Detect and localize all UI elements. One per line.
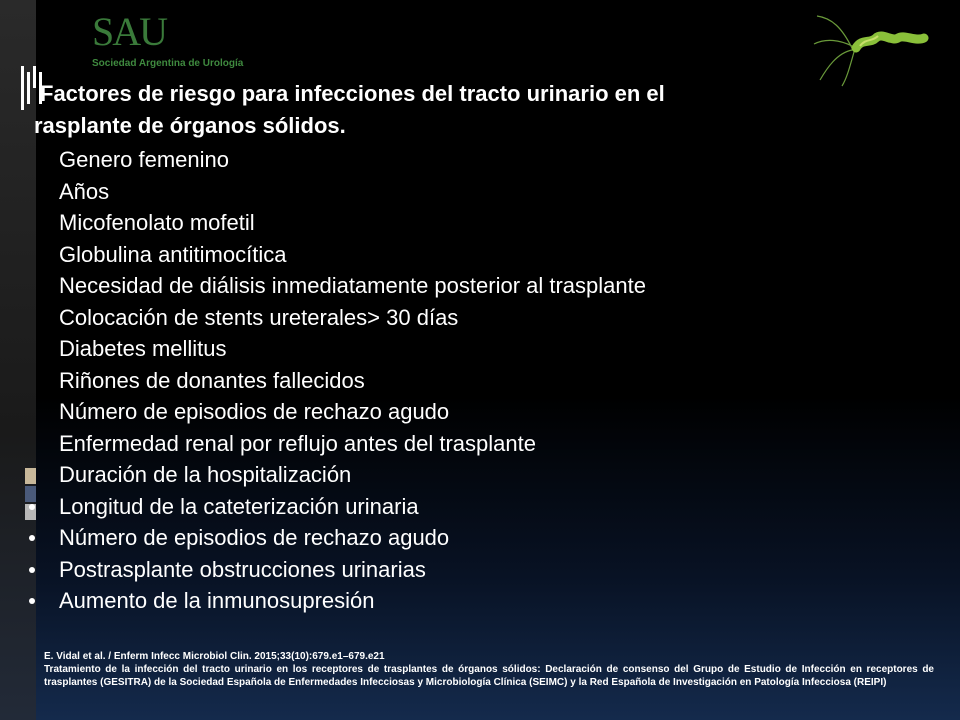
title-line-1: Factores de riesgo para infecciones del tracto urinario en el: [40, 81, 665, 106]
risk-factor-label: Años: [59, 178, 110, 204]
risk-factor-item: [24, 270, 924, 302]
bullet-icon: [29, 535, 35, 541]
risk-factor-label: Número de episodios de rechazo agudo: [59, 525, 450, 550]
risk-factor-item: [24, 554, 924, 586]
risk-factor-label: Postrasplante obstrucciones urinarias: [59, 556, 426, 582]
risk-factor-label: Necesidad de diálisis inmediatamente posterior al trasplante: [59, 273, 646, 298]
risk-factor-item: [24, 333, 924, 365]
risk-factor-label: Aumento de la inmunosupresión: [59, 588, 375, 613]
bullet-icon: [29, 567, 35, 573]
risk-factor-item: [24, 176, 924, 208]
reference-citation: E. Vidal et al. / Enferm Infecc Microbiol Clin. 2015;33(10):679.e1–679.e21: [44, 651, 385, 662]
risk-factor-item: [24, 428, 924, 460]
risk-factor-label: Enfermedad renal por reflujo antes del trasplante: [59, 430, 536, 456]
slide-title: [34, 78, 900, 142]
risk-factor-item: [24, 239, 924, 271]
risk-factor-label: Duración de la hospitalización: [59, 462, 352, 487]
logo-mark: SAU: [92, 9, 167, 54]
bacteria-icon: [812, 8, 932, 88]
reference-block: [44, 650, 934, 689]
risk-factor-label: Riñones de donantes fallecidos: [59, 367, 365, 393]
bullet-icon: [29, 504, 35, 510]
risk-factor-item: [24, 585, 924, 617]
risk-factor-label: Diabetes mellitus: [59, 336, 227, 361]
risk-factor-item: [24, 365, 924, 397]
risk-factor-label: Longitud de la cateterización urinaria: [59, 493, 419, 519]
risk-factor-label: Micofenolato mofetil: [59, 210, 255, 235]
sau-logo: [92, 9, 244, 72]
risk-factor-label: Globulina antitimocítica: [59, 241, 287, 267]
reference-body: Tratamiento de la infección del tracto urinario en los receptores de trasplantes de órganos sólidos: Declaración de consenso del Grupo de Estudio de Infección en receptores de trasplantes (GESITRA) de la Sociedad Española de Enfermedades Infecciosas y Microbiología Clínica (SEIMC) y la Red Española de Investigación en Patología Infecciosa (REIPI): [44, 664, 934, 688]
risk-factor-item: [24, 396, 924, 428]
bullet-icon: [29, 598, 35, 604]
risk-factor-list: [24, 144, 924, 617]
risk-factor-label: Genero femenino: [59, 147, 229, 172]
risk-factor-label: Colocación de stents ureterales> 30 días: [59, 304, 459, 330]
risk-factor-label: Número de episodios de rechazo agudo: [59, 399, 450, 424]
title-line-2: rasplante de órganos sólidos.: [34, 113, 346, 138]
risk-factor-item: [24, 522, 924, 554]
risk-factor-item: [24, 491, 924, 523]
logo-subtitle: Sociedad Argentina de Urología: [92, 58, 244, 69]
risk-factor-item: [24, 207, 924, 239]
risk-factor-item: [24, 302, 924, 334]
risk-factor-item: [24, 144, 924, 176]
risk-factor-item: [24, 459, 924, 491]
